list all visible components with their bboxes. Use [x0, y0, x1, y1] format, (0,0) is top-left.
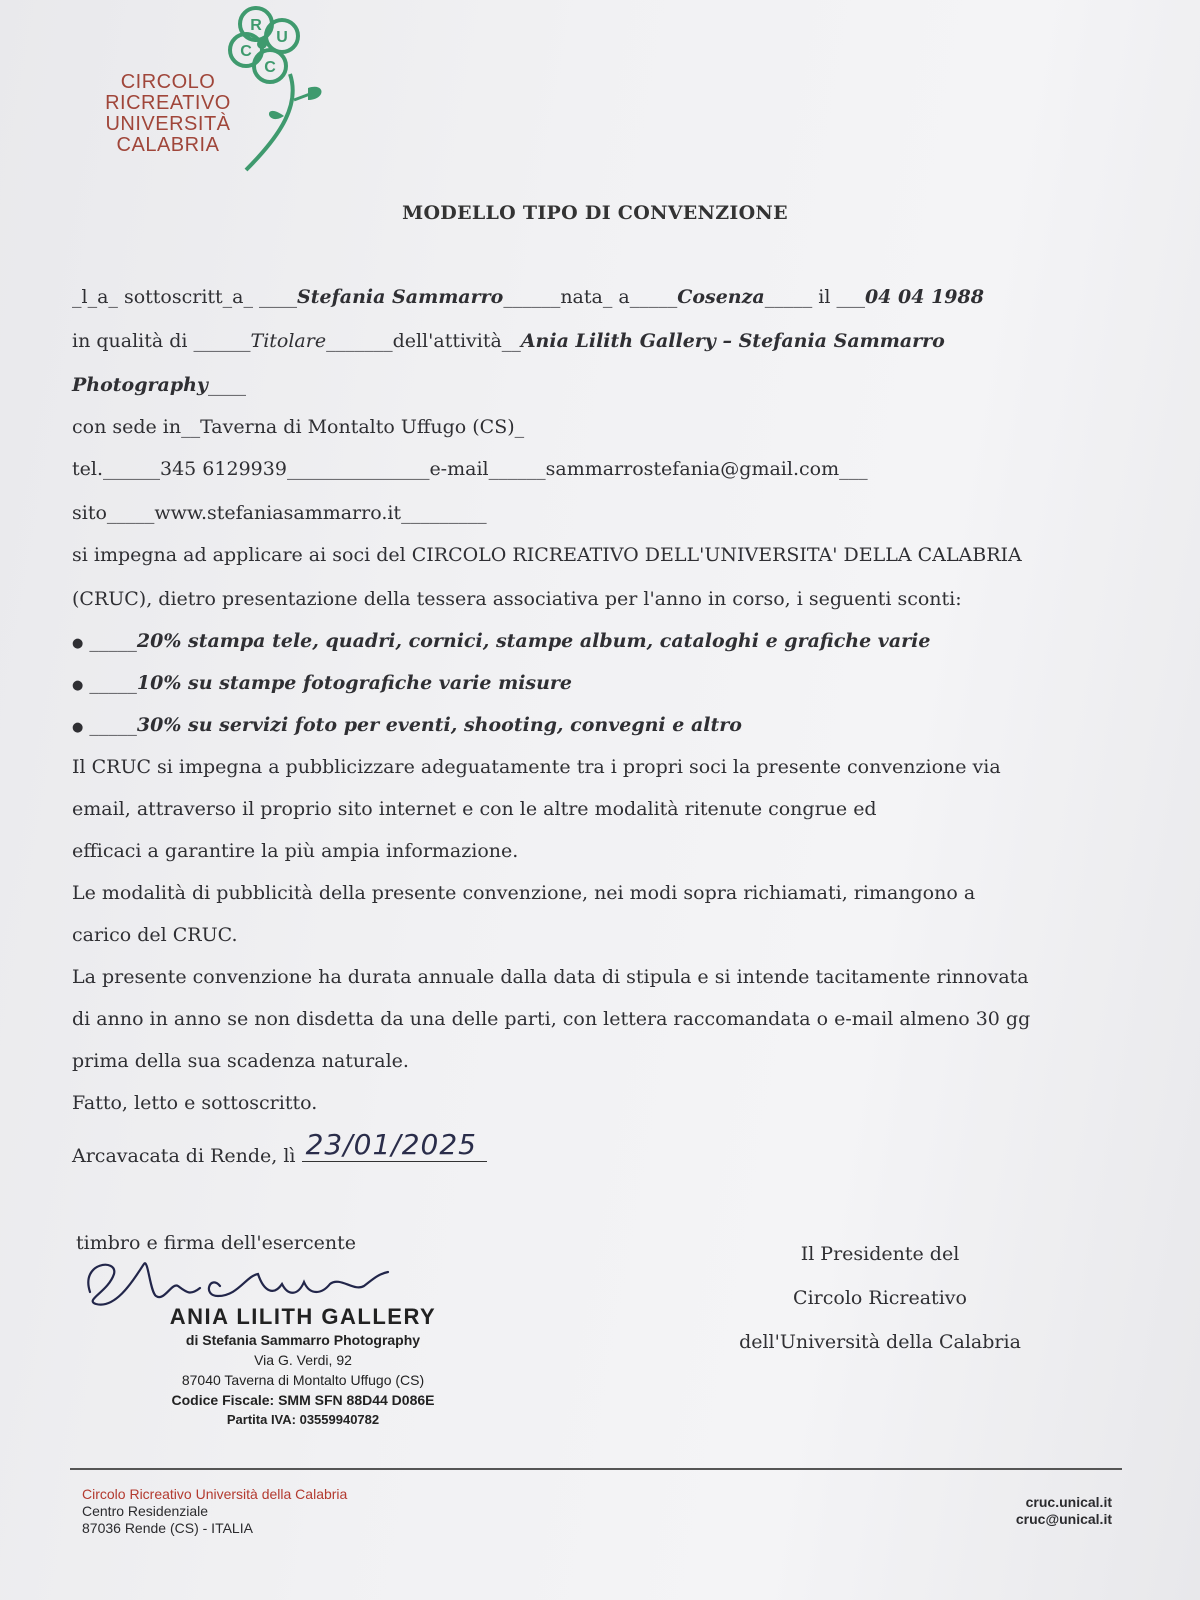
stamp-business-name: ANIA LILITH GALLERY	[169, 1304, 437, 1329]
body-text: Il CRUC si impegna a pubblicizzare adeguatamente tra i propri soci la presente convenzione via	[72, 756, 1001, 778]
body-text: efficaci a garantire la più ampia informazione.	[72, 840, 519, 862]
handwritten-signature	[78, 1252, 418, 1312]
footer-org: Circolo Ricreativo Università della Calabria	[82, 1486, 348, 1502]
document-title: MODELLO TIPO DI CONVENZIONE	[402, 202, 788, 224]
logo-monogram-letter: C	[240, 43, 252, 60]
form-text: _________	[401, 502, 487, 524]
discount-item	[72, 714, 742, 736]
bullet-icon: ●	[72, 720, 84, 735]
form-text: _____ il ___	[764, 286, 865, 308]
body-text: prima della sua scadenza naturale.	[72, 1050, 409, 1072]
phone-value: 345 6129939	[160, 458, 287, 480]
form-text: ______nata_ a_____	[503, 286, 678, 308]
merchant-signature-label: timbro e firma dell'esercente	[76, 1232, 356, 1254]
logo-monogram-letter: U	[276, 29, 288, 46]
place-date-line	[72, 1128, 487, 1170]
discount-text: 10% su stampe fotografiche varie misure	[136, 672, 573, 694]
stamp-subtitle: di Stefania Sammarro Photography	[185, 1332, 421, 1348]
form-text: in qualità di ______	[72, 330, 251, 352]
birthdate: 04 04 1988	[864, 286, 984, 308]
footer-website-link[interactable]: cruc.unical.it	[1025, 1494, 1112, 1510]
body-text: si impegna ad applicare ai soci del CIRCOLO RICREATIVO DELL'UNIVERSITA' DELLA CALABRIA	[72, 544, 1022, 566]
body-text: (CRUC), dietro presentazione della tessera associativa per l'anno in corso, i seguenti sconti:	[72, 588, 962, 610]
form-line-role	[72, 330, 945, 352]
cruc-flower-logo	[222, 4, 342, 174]
president-signature-block	[700, 1232, 1060, 1364]
birthplace: Cosenza	[677, 286, 765, 308]
handwritten-date: 23/01/2025	[302, 1128, 487, 1162]
closing-text: Fatto, letto e sottoscritto.	[72, 1092, 318, 1114]
place-date-label: Arcavacata di Rende, lì	[72, 1145, 296, 1167]
logo-monogram-letter: R	[250, 17, 262, 34]
form-line-contacts	[72, 458, 868, 480]
discount-text: 20% stampa tele, quadri, cornici, stampe album, cataloghi e grafiche varie	[136, 630, 931, 652]
president-label-line: dell'Università della Calabria	[739, 1331, 1021, 1353]
form-text: _l_a_ sottoscritt_a_ ____	[72, 286, 298, 308]
body-text: carico del CRUC.	[72, 924, 238, 946]
logo-line: CALABRIA	[116, 134, 220, 156]
form-line-signatory	[72, 286, 984, 308]
body-text: di anno in anno se non disdetta da una delle parti, con lettera raccomandata o e-mail almeno 30 gg	[72, 1008, 1031, 1030]
role-value: Titolare	[250, 330, 327, 352]
stamp-vat: Partita IVA: 03559940782	[226, 1412, 380, 1427]
email-value: sammarrostefania@gmail.com	[545, 458, 840, 480]
form-text: tel.______	[72, 458, 160, 480]
form-text: _______dell'attività__	[326, 330, 521, 352]
stamp-address: Via G. Verdi, 92	[254, 1352, 352, 1368]
form-line-business-cont	[72, 374, 246, 396]
form-text: _____	[89, 714, 137, 736]
form-text: _______________e-mail______	[286, 458, 546, 480]
business-stamp	[148, 1304, 458, 1430]
stamp-address: 87040 Taverna di Montalto Uffugo (CS)	[181, 1372, 425, 1388]
footer-email-link[interactable]: cruc@unical.it	[1015, 1511, 1112, 1527]
logo-monogram-letter: C	[264, 59, 276, 76]
business-name: Ania Lilith Gallery – Stefania Sammarro	[520, 330, 945, 352]
footer-address	[82, 1486, 347, 1537]
footer-divider	[70, 1468, 1122, 1470]
discount-item	[72, 672, 572, 694]
form-text: _____	[89, 672, 137, 694]
form-line-address: con sede in__Taverna di Montalto Uffugo (CS)_	[72, 416, 525, 438]
president-label-line: Il Presidente del	[800, 1243, 960, 1265]
body-text: La presente convenzione ha durata annuale dalla data di stipula e si intende tacitamente rinnovata	[72, 966, 1029, 988]
bullet-icon: ●	[72, 636, 84, 651]
form-text: _____	[89, 630, 137, 652]
form-text: ___	[839, 458, 868, 480]
body-text: email, attraverso il proprio sito internet e con le altre modalità ritenute congrue ed	[72, 798, 877, 820]
business-name-cont: Photography	[72, 374, 208, 396]
body-text: Le modalità di pubblicità della presente convenzione, nei modi sopra richiamati, rimangono a	[72, 882, 976, 904]
footer-contacts	[1016, 1494, 1112, 1528]
discount-item	[72, 630, 930, 652]
logo-line: UNIVERSITÀ	[105, 113, 231, 135]
stamp-fiscal-code: Codice Fiscale: SMM SFN 88D44 D086E	[171, 1392, 435, 1408]
bullet-icon: ●	[72, 678, 84, 693]
signatory-name: Stefania Sammarro	[297, 286, 504, 308]
logo-line: RICREATIVO	[105, 92, 231, 114]
form-text: ____	[207, 374, 246, 396]
discount-text: 30% su servizi foto per eventi, shooting, convegni e altro	[136, 714, 742, 736]
logo-line: CIRCOLO	[120, 71, 216, 93]
website-value: www.stefaniasammarro.it	[154, 502, 402, 524]
footer-addr-line: Centro Residenziale	[82, 1503, 209, 1519]
president-label-line: Circolo Ricreativo	[793, 1287, 967, 1309]
form-text: sito_____	[72, 502, 155, 524]
footer-addr-line: 87036 Rende (CS) - ITALIA	[82, 1520, 253, 1536]
form-line-website	[72, 502, 487, 524]
